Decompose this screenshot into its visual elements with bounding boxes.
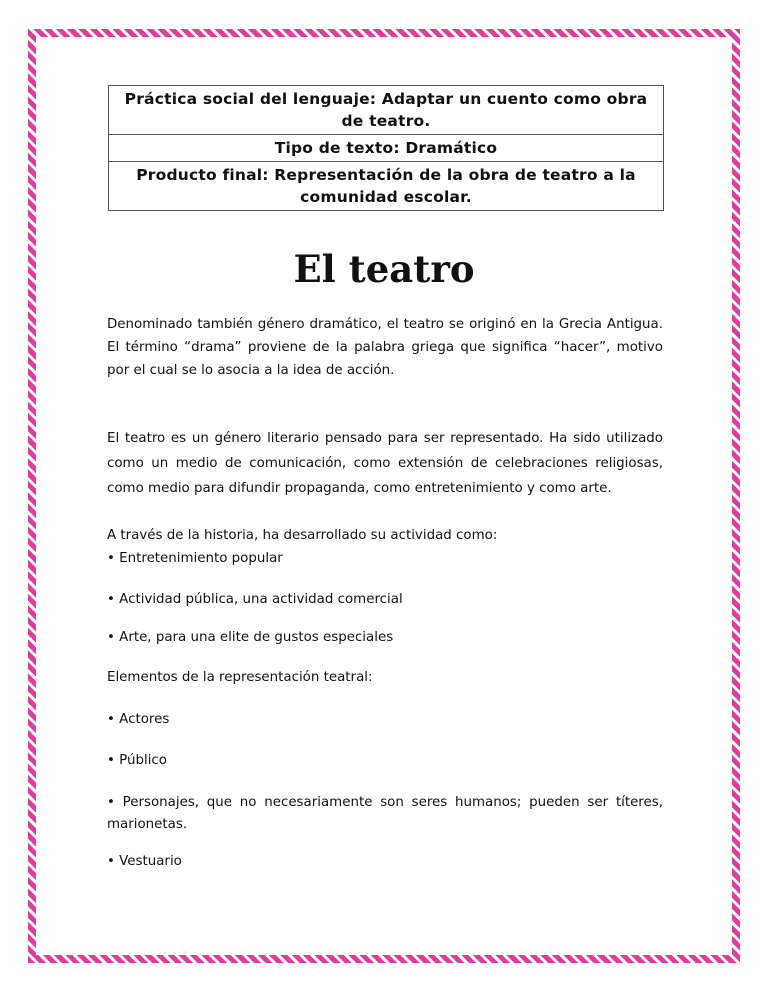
practica-cell: Práctica social del lenguaje: Adaptar un cuento como obra de teatro.: [109, 86, 664, 135]
paragraph-2: El teatro es un género literario pensado para ser representado. Ha sido utilizado como un medio de comunicación, como extensión de celebraciones religiosas, como medio para difundir propaganda, como entretenimiento y como arte.: [107, 431, 663, 496]
paragraph-1: Denominado también género dramático, el teatro se originó en la Grecia Antigua. El término “drama” proviene de la palabra griega que significa “hacer”, motivo por el cual se lo asocia a la idea de acción.: [107, 317, 663, 378]
history-item-2: • Actividad pública, una actividad comercial: [107, 592, 403, 607]
element-item-4: • Vestuario: [107, 854, 182, 869]
producto-cell: Producto final: Representación de la obra de teatro a la comunidad escolar.: [109, 162, 664, 211]
page-title: El teatro: [293, 247, 475, 291]
header-table: [108, 85, 664, 211]
element-item-3: • Personajes, que no necesariamente son seres humanos; pueden ser títeres, marionetas.: [107, 795, 663, 832]
history-item-3: • Arte, para una elite de gustos especiales: [107, 630, 394, 645]
paragraph-1-block: [107, 313, 663, 382]
elements-intro: Elementos de la representación teatral:: [107, 670, 373, 685]
history-item-1: • Entretenimiento popular: [107, 551, 283, 566]
header-row-practica: [109, 86, 664, 135]
paragraph-2-block: [107, 426, 663, 501]
element-item-2: • Público: [107, 753, 167, 768]
header-row-tipo: [109, 135, 664, 162]
header-row-producto: [109, 162, 664, 211]
element-item-1: • Actores: [107, 712, 170, 727]
tipo-cell: Tipo de texto: Dramático: [109, 135, 664, 162]
history-intro: A través de la historia, ha desarrollado su actividad como:: [107, 528, 498, 543]
